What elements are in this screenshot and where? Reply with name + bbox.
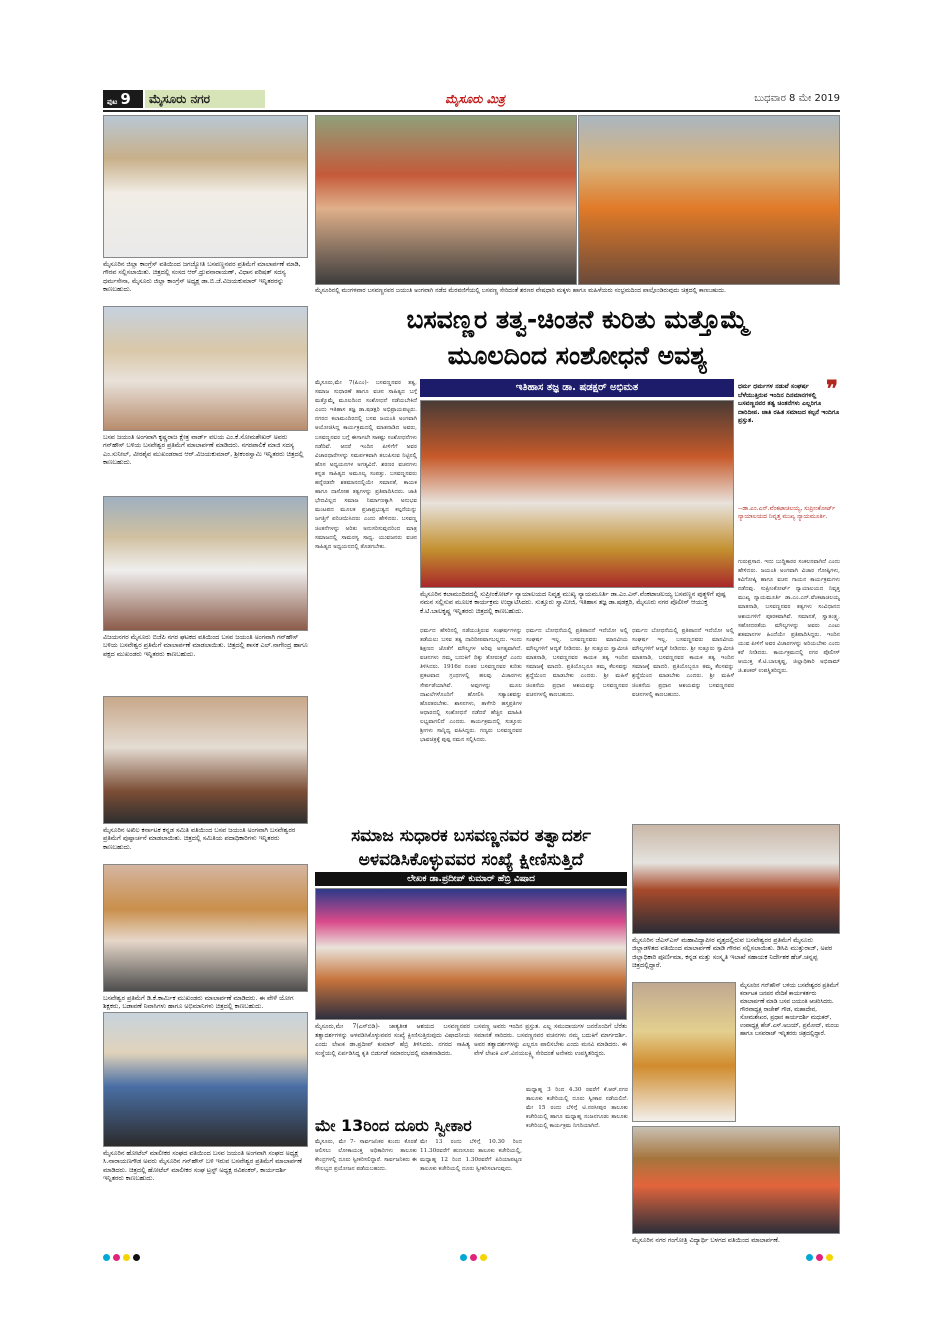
photo-gangotri-students [632, 1126, 840, 1234]
left-caption-3: ವಿಜಯನಗರ ಮೈಸೂರು ಬಿಜೆಪಿ ನಗರ ಘಟಕದ ವತಿಯಿಂದ ಬಸವ ಜಯಂತಿ ಅಂಗವಾಗಿ ಗನ್‌ಹೌಸ್ ಬಳಿಯ ಬಸವೇಶ್ವರ ಪ್ರತಿಮೆಗೆ ಮಾಲಾರ್ಪಣೆ ಮಾಡಲಾಯಿತು. ಚಿತ್ರದಲ್ಲಿ ಶಾಸಕ ಎಲ್.ನಾಗೇಂದ್ರ ಹಾಗೂ ಪಕ್ಷದ ಮುಖಂಡರು ಇನ್ನಿತರರು ಕಾಣಬಹುದು. [103, 633, 308, 658]
registration-dot-yellow-2 [480, 1254, 487, 1261]
registration-dot-cyan-2 [460, 1254, 467, 1261]
story1-column-left: ಮೈಸೂರು,ಮೇ 7(ಪಿಎಂ)- ಬಸವಣ್ಣನವರ ತತ್ವ, ಸಮಾಜ ಸುಧಾರಣೆ ಹಾಗೂ ವಚನ ಸಾಹಿತ್ಯದ ಬಗ್ಗೆ ಮತ್ತೊಮ್ಮೆ ಮೂಲದಿಂದ ಸಂಶೋಧನೆ ನಡೆಯಬೇಕಿದೆ ಎಂದು ಇತಿಹಾಸ ತಜ್ಞ ಡಾ.ಷಡಕ್ಷರಿ ಅಭಿಪ್ರಾಯಪಟ್ಟರು. ನಗರದ ಕಲಾಮಂದಿರದಲ್ಲಿ ಬಸವ ಜಯಂತಿ ಅಂಗವಾಗಿ ಆಯೋಜಿಸಿದ್ದ ಕಾರ್ಯಕ್ರಮದಲ್ಲಿ ಮಾತನಾಡಿದ ಅವರು, ಬಸವಣ್ಣನವರ ಬಗ್ಗೆ ಈಗಾಗಲೇ ಸಾಕಷ್ಟು ಸಂಶೋಧನೆಗಳು ನಡೆದಿವೆ. ಆದರೆ ಇಂದಿನ ಪೀಳಿಗೆಗೆ ಅವರ ವಿಚಾರಧಾರೆಗಳನ್ನು ಸಮರ್ಪಕವಾಗಿ ತಲುಪಿಸುವ ನಿಟ್ಟಿನಲ್ಲಿ ಹೊಸ ಅಧ್ಯಯನಗಳ ಅಗತ್ಯವಿದೆ. ಶರಣರ ವಚನಗಳು ಕನ್ನಡ ಸಾಹಿತ್ಯದ ಅಮೂಲ್ಯ ಸಂಪತ್ತು. ಬಸವಣ್ಣನವರು ಹನ್ನೆರಡನೇ ಶತಮಾನದಲ್ಲಿಯೇ ಸಮಾನತೆ, ಕಾಯಕ ಹಾಗೂ ದಾಸೋಹ ತತ್ವಗಳನ್ನು ಪ್ರತಿಪಾದಿಸಿದರು. ಜಾತಿ ಭೇದವಿಲ್ಲದ ಸಮಾಜ ನಿರ್ಮಾಣಕ್ಕಾಗಿ ಅನುಭವ ಮಂಟಪದ ಮೂಲಕ ಪ್ರಜಾಪ್ರಭುತ್ವದ ಕಲ್ಪನೆಯನ್ನು ಜಗತ್ತಿಗೆ ಪರಿಚಯಿಸಿದರು ಎಂದು ಹೇಳಿದರು. ಬಸವಣ್ಣ ಚಿಂತನೆಗಳನ್ನು ಅರಿತು ಅನುಸರಿಸುವುದರಿಂದ ಮಾತ್ರ ಸಮಾಜದಲ್ಲಿ ಸಾಮರಸ್ಯ ಸಾಧ್ಯ. ಯುವಜನರು ವಚನ ಸಾಹಿತ್ಯದ ಅಧ್ಯಯನದಲ್ಲಿ ತೊಡಗಬೇಕು. [315, 380, 417, 550]
section-title: ಮೈಸೂರು ನಗರ [145, 90, 265, 108]
right-caption-3: ಮೈಸೂರಿನ ನಗರ ಗಂಗೋತ್ರಿ ವಿದ್ಯಾರ್ಥಿ ಬಳಗದ ವತಿಯಿಂದ ಮಾಲಾರ್ಪಣೆ. [632, 1236, 780, 1244]
registration-dot-magenta-3 [816, 1254, 823, 1261]
photo-kalamandira-event [420, 400, 734, 588]
left-caption-2: ಬಸವ ಜಯಂತಿ ಅಂಗವಾಗಿ ಕೃಷ್ಣರಾಜ ಕ್ಷೇತ್ರ ವಾರ್ಡ್ ವಲಯ ಎಂ.ಕೆ.ಸೋಮಶೇಖರ್ ಅವರು ಗನ್‌ಹೌಸ್ ಬಳಿಯ ಬಸವೇಶ್ವರ ಪ್ರತಿಮೆಗೆ ಮಾಲಾರ್ಪಣೆ ಮಾಡಿದರು. ನಗರಪಾಲಿಕೆ ಮಾಜಿ ಸದಸ್ಯ ಎಂ.ಸುನೀಲ್, ವೀರಶೈವ ಮುಖಂಡರಾದ ಆರ್.ವಿಜಯಕುಮಾರ್, ಶ್ರೀಕಂಠಸ್ವಾಮಿ ಇನ್ನಿತರರು ಚಿತ್ರದಲ್ಲಿ ಕಾಣಬಹುದು. [103, 433, 304, 467]
issue-date: ಬುಧವಾರ 8 ಮೇ 2019 [754, 93, 840, 104]
story3-headline: ಮೇ 13ರಿಂದ ದೂರು ಸ್ವೀಕಾರ [315, 1116, 472, 1135]
story2-headline-line2: ಅಳವಡಿಸಿಕೊಳ್ಳುವವರ ಸಂಖ್ಯೆ ಕ್ಷೀಣಿಸುತ್ತಿದೆ [358, 850, 584, 870]
story1-column-mid: ಧರ್ಮದ ಹೆಸರಿನಲ್ಲಿ ನಡೆಯುತ್ತಿರುವ ಸಂಘರ್ಷಗಳನ್ನು ತಡೆಯಲು ಬಸವ ತತ್ವ ದಾರಿದೀಪವಾಗಬಲ್ಲದು. ಇಂದು ಶಿಕ್ಷಣದ ಜೊತೆಗೆ ಮೌಲ್ಯಗಳ ಅರಿವು ಅಗತ್ಯವಾಗಿದೆ. ವಚನಗಳು ನಮ್ಮ ಬದುಕಿಗೆ ದಿಕ್ಕು ತೋರುತ್ತವೆ ಎಂದು ತಿಳಿಸಿದರು. 1916ರ ನಂತರ ಬಸವಣ್ಣನವರ ಕುರಿತು ಪ್ರಕಟವಾದ ಗ್ರಂಥಗಳಲ್ಲಿ ಹಲವು ವಿಚಾರಗಳು ಸೇರ್ಪಡೆಯಾಗಿವೆ. ಅವುಗಳನ್ನು ಮೂಲ ದಾಖಲೆಗಳೊಂದಿಗೆ ಹೋಲಿಸಿ ಸತ್ಯಾಂಶವನ್ನು ಹೊರತರಬೇಕು. ಶಾಸನಗಳು, ತಾಳೆಗರಿ ಹಸ್ತಪ್ರತಿಗಳ ಆಧಾರದಲ್ಲಿ ಸಂಶೋಧನೆ ನಡೆದರೆ ಹೆಚ್ಚಿನ ಮಾಹಿತಿ ಲಭ್ಯವಾಗಲಿದೆ ಎಂದರು. ಕಾರ್ಯಕ್ರಮದಲ್ಲಿ ಸುತ್ತೂರು ಶ್ರೀಗಳು ಸಾನ್ನಿಧ್ಯ ವಹಿಸಿದ್ದರು. ಗಣ್ಯರು ಬಸವಣ್ಣನವರ ಭಾವಚಿತ್ರಕ್ಕೆ ಪುಷ್ಪ ನಮನ ಸಲ್ಲಿಸಿದರು. [420, 628, 522, 744]
story2-band: ಲೇಖಕ ಡಾ.ಪ್ರದೀಪ್ ಕುಮಾರ್ ಹೆಬ್ರಿ ವಿಷಾದ [315, 872, 627, 886]
story1-column-far: ಗುರುಪ್ರಸಾದ. ಇದು ಬುದ್ಧಿಕಾರರ ಸಂಕಲನವಾಗಿದೆ ಎಂದು ಹೇಳಿದರು. ಜಯಂತಿ ಅಂಗವಾಗಿ ವಿಚಾರ ಗೋಷ್ಠಿಗಳು, ಕವಿಗೋಷ್ಠಿ ಹಾಗೂ ವಚನ ಗಾಯನ ಕಾರ್ಯಕ್ರಮಗಳು ನಡೆದವು. ಸುಪ್ರೀಂಕೋರ್ಟ್ ನ್ಯಾಯಾಲಯದ ನಿವೃತ್ತ ಮುಖ್ಯ ನ್ಯಾಯಮೂರ್ತಿ ಡಾ.ಎಂ.ಎನ್.ವೆಂಕಟಾಚಲಯ್ಯ ಮಾತನಾಡಿ, ಬಸವಣ್ಣನವರ ತತ್ವಗಳು ಸಂವಿಧಾನದ ಆಶಯಗಳಿಗೆ ಪೂರಕವಾಗಿವೆ. ಸಮಾನತೆ, ಸ್ವಾತಂತ್ರ್ಯ, ಸಹೋದರತೆಯ ಮೌಲ್ಯಗಳನ್ನು ಅವರು ಎಂಟು ಶತಮಾನಗಳ ಹಿಂದೆಯೇ ಪ್ರತಿಪಾದಿಸಿದ್ದರು. ಇಂದಿನ ಯುವ ಪೀಳಿಗೆ ಅವರ ವಿಚಾರಗಳನ್ನು ಅರಿಯಬೇಕು ಎಂದು ಕರೆ ನೀಡಿದರು. ಕಾರ್ಯಕ್ರಮದಲ್ಲಿ ನಗರ ಪೊಲೀಸ್ ಆಯುಕ್ತ ಕೆ.ಟಿ.ಬಾಲಕೃಷ್ಣ, ಜಿಲ್ಲಾಧಿಕಾರಿ ಅಭಿರಾಮ್ ಜಿ.ಶಂಕರ್ ಉಪಸ್ಥಿತರಿದ್ದರು. [738, 559, 840, 675]
registration-dot-yellow [123, 1254, 130, 1261]
story1-column-right2: ಧರ್ಮದ ಬೋಧನೆಯಲ್ಲಿ ಪ್ರತಿಪಾದನೆ ಇದೆಯೋ ಅಲ್ಲಿ ಸಂಘರ್ಷ ಇಲ್ಲ. ಬಸವಣ್ಣನವರು ಮಾನವೀಯ ಮೌಲ್ಯಗಳಿಗೆ ಆದ್ಯತೆ ನೀಡಿದರು. ಶ್ರೀ ಸುತ್ತೂರು ಸ್ವಾಮೀಜಿ ಮಾತನಾಡಿ, ಬಸವಣ್ಣನವರ ಕಾಯಕ ತತ್ವ ಇಂದಿನ ಸಮಾಜಕ್ಕೆ ಮಾದರಿ. ಪ್ರತಿಯೊಬ್ಬರೂ ತಮ್ಮ ಕೆಲಸವನ್ನು ಶ್ರದ್ಧೆಯಿಂದ ಮಾಡಬೇಕು ಎಂದರು. ಶ್ರೀ ಮಹಿಳೆ ಚಿಂತನೆಯ ಪ್ರಧಾನ ಆಶಯವನ್ನು ಬಸವಣ್ಣನವರ ವಚನಗಳಲ್ಲಿ ಕಾಣಬಹುದು. [632, 628, 734, 698]
story2-headline-line1: ಸಮಾಜ ಸುಧಾರಕ ಬಸವಣ್ಣನವರ ತತ್ವಾದರ್ಶ [351, 826, 591, 846]
photo-book-release [315, 888, 627, 1020]
story1-headline-line1: ಬಸವಣ್ಣರ ತತ್ವ-ಚಿಂತನೆ ಕುರಿತು ಮತ್ತೊಮ್ಮೆ [406, 305, 749, 334]
left-caption-1: ಮೈಸೂರಿನ ಜಿಲ್ಲಾ ಕಾಂಗ್ರೆಸ್ ವತಿಯಿಂದ ಜಗಜ್ಯೋತಿ ಬಸವಣ್ಣನವರ ಪ್ರತಿಮೆಗೆ ಮಾಲಾರ್ಪಣೆ ಮಾಡಿ, ಗೌರವ ಸಲ್ಲಿಸಲಾಯಿತು. ಚಿತ್ರದಲ್ಲಿ ಸಂಸದ ಆರ್.ಧ್ರುವನಾರಾಯಣ್, ವಿಧಾನ ಪರಿಷತ್ ಸದಸ್ಯ ಧರ್ಮಸೇನಾ, ಮೈಸೂರು ಜಿಲ್ಲಾ ಕಾಂಗ್ರೆಸ್ ಅಧ್ಯಕ್ಷ ಡಾ.ಬಿ.ಜೆ.ವಿಜಯಕುಮಾರ್ ಇನ್ನಿತರರನ್ನು ಕಾಣಬಹುದು. [103, 260, 301, 294]
photo-kr-constituency [103, 306, 308, 431]
right-caption-1: ಮೈಸೂರಿನ ಜೆಎಸ್‌ಎಸ್ ಮಹಾವಿದ್ಯಾಪೀಠ ವೃತ್ತದಲ್ಲಿರುವ ಬಸವೇಶ್ವರರ ಪ್ರತಿಮೆಗೆ ಮೈಸೂರು ಜಿಲ್ಲಾಡಳಿತದ ವತಿಯಿಂದ ಮಾಲಾರ್ಪಣೆ ಮಾಡಿ ಗೌರವ ಸಲ್ಲಿಸಲಾಯಿತು. ಡಿಸಿಪಿ ಮುತ್ತುರಾಜ್, ಅಪರ ಜಿಲ್ಲಾಧಿಕಾರಿ ಪೂರ್ಣಿಮಾ, ಕನ್ನಡ ಮತ್ತು ಸಂಸ್ಕೃತಿ ಇಲಾಖೆ ಸಹಾಯಕ ನಿರ್ದೇಶಕ ಹೆಚ್.ಚನ್ನಪ್ಪ ಚಿತ್ರದಲ್ಲಿದ್ದಾರೆ. [632, 936, 833, 970]
quote-box [738, 376, 840, 554]
right-caption-2: ಮೈಸೂರಿನ ಗನ್‌ಹೌಸ್ ಬಳಿಯ ಬಸವೇಶ್ವರರ ಪ್ರತಿಮೆಗೆ ಕರ್ನಾಟಕ ಜನಪರ ವೇದಿಕೆ ಕಾರ್ಯಕರ್ತರು ಮಾಲಾರ್ಪಣೆ ಮಾಡಿ ಬಸವ ಜಯಂತಿ ಆಚರಿಸಿದರು. ಗೌರವಾಧ್ಯಕ್ಷ ರಾಜೇಶ್ ಗೌಡ, ಮಹಾದೇವ, ಸೋಮಶೇಖರ, ಪ್ರಧಾನ ಕಾರ್ಯದರ್ಶಿ ಮಧುಕರ್, ಉಪಾಧ್ಯಕ್ಷ ಹೆಚ್.ಎಸ್.ಅಜಯ್, ಪ್ರಮೋದ್, ಮಂಜು ಹಾಗೂ ಬಸವರಾಜ್ ಇನ್ನಿತರರು ಚಿತ್ರದಲ್ಲಿದ್ದಾರೆ. [740, 983, 840, 1037]
registration-dot-magenta [113, 1254, 120, 1261]
left-caption-6: ಮೈಸೂರಿನ ಹೋಟೆಲ್ ಮಾಲೀಕರ ಸಂಘದ ವತಿಯಿಂದ ಬಸವ ಜಯಂತಿ ಅಂಗವಾಗಿ ಸಂಘದ ಅಧ್ಯಕ್ಷ ಸಿ.ನಾರಾಯಣಗೌಡ ಅವರು ಮೈಸೂರಿನ ಗನ್‌ಹೌಸ್ ಬಳಿ ಇರುವ ಬಸವೇಶ್ವರ ಪ್ರತಿಮೆಗೆ ಮಾಲಾರ್ಪಣೆ ಮಾಡಿದರು. ಚಿತ್ರದಲ್ಲಿ ಹೋಟೆಲ್ ಮಾಲೀಕರ ಸಂಘ ಟ್ರಸ್ಟ್ ಅಧ್ಯಕ್ಷ ರವಿಶಂಕರ್, ಕಾರ್ಯದರ್ಶಿ ಇನ್ನಿತರರು ಕಾಣಬಹುದು. [103, 1149, 302, 1183]
header-rule [103, 110, 840, 112]
story1-photo-caption: ಮೈಸೂರಿನ ಕಲಾಮಂದಿರದಲ್ಲಿ ಸುಪ್ರೀಂಕೋರ್ಟ್ ನ್ಯಾಯಾಲಯದ ನಿವೃತ್ತ ಮುಖ್ಯ ನ್ಯಾಯಮೂರ್ತಿ ಡಾ.ಎಂ.ಎನ್.ವೆಂಕಟಾಚಲಯ್ಯ ಬಸವಣ್ಣನ ಪುತ್ಥಳಿಗೆ ಪುಷ್ಪ ನಮನ ಸಲ್ಲಿಸುವ ಮೂಲಕ ಕಾರ್ಯಕ್ರಮ ಉದ್ಘಾಟಿಸಿದರು. ಸುತ್ತೂರು ಸ್ವಾಮೀಜಿ, ಇತಿಹಾಸ ತಜ್ಞ ಡಾ.ಷಡಕ್ಷರಿ, ಮೈಸೂರು ನಗರ ಪೊಲೀಸ್ ಆಯುಕ್ತ ಕೆ.ಟಿ.ಬಾಲಕೃಷ್ಣ ಇನ್ನಿತರರು ಚಿತ್ರದಲ್ಲಿ ಕಾಣಬಹುದು. [420, 590, 726, 615]
story3-body-2: ಮೇ 13 ರಂದು ಬೆಳಿಗ್ಗೆ 10.30 ರಿಂದ 11.30ರವರೆಗೆ ಹುಣಸೂರು ತಾಲೂಕು ಕಚೇರಿಯಲ್ಲಿ, ಮಧ್ಯಾಹ್ನ 12 ರಿಂದ 1.30ರವರೆಗೆ ಪಿರಿಯಾಪಟ್ಟಣ ತಾಲೂಕು ಕಚೇರಿಯಲ್ಲಿ ದೂರು ಸ್ವೀಕರಿಸಲಾಗುವುದು. [420, 1139, 522, 1173]
story1-band: ಇತಿಹಾಸ ತಜ್ಞ ಡಾ. ಷಡಕ್ಷರ್ ಅಭಿಮತ [420, 379, 734, 397]
quote-mark-icon: ❞ [826, 376, 838, 402]
left-caption-5: ಬಸವೇಶ್ವರ ಪ್ರತಿಮೆಗೆ ಡಿ.ಕೆ.ಕಾರ್ಮಿಕ ಮುಖಂಡರು ಮಾಲಾರ್ಪಣೆ ಮಾಡಿದರು. ಈ ವೇಳೆ ಯೋಗ ಶಿಕ್ಷಕರು, ಬಡಾವಣೆ ನಿವಾಸಿಗಳು ಹಾಗೂ ಅಭಿಮಾನಿಗಳು ಚಿತ್ರದಲ್ಲಿ ಕಾಣಬಹುದು. [103, 994, 294, 1011]
registration-dot-yellow-3 [826, 1254, 833, 1261]
photo-janapara-vedike [632, 982, 736, 1122]
registration-dot-cyan-3 [806, 1254, 813, 1261]
page-number: 9 [120, 90, 131, 108]
photo-kannada-samithi [103, 696, 308, 824]
story2-body-right: ಬಸವಣ್ಣ ಅವರು ಇಂದಿನ ಪ್ರಸ್ತುತ. ಎಲ್ಲ ಸಮುದಾಯಗಳ ಜನರೊಂದಿಗೆ ಬೆರೆತು ಸಮಾನತೆ ಸಾರಿದರು. ಬಸವಣ್ಣನವರ ವಚನಗಳು ನಮ್ಮ ಬದುಕಿಗೆ ಮಾರ್ಗದರ್ಶಿ. ಅವರ ತತ್ವಾದರ್ಶಗಳನ್ನು ಎಲ್ಲರೂ ಪಾಲಿಸಬೇಕು ಎಂದು ಮನವಿ ಮಾಡಿದರು. ಈ ವೇಳೆ ಲೇಖಕಿ ಎಸ್.ವಿನಯಲಕ್ಷ್ಮಿ ಸೇರಿದಂತೆ ಅನೇಕರು ಉಪಸ್ಥಿತರಿದ್ದರು. [474, 1023, 627, 1058]
page-number-box [103, 90, 143, 108]
story3-body-3: ಮಧ್ಯಾಹ್ನ 3 ರಿಂದ 4.30 ರವರೆಗೆ ಕೆ.ಆರ್.ನಗರ ತಾಲೂಕು ಕಚೇರಿಯಲ್ಲಿ ದೂರು ಸ್ವೀಕಾರ ನಡೆಯಲಿದೆ. ಮೇ 15 ರಂದು ಬೆಳಿಗ್ಗೆ ಟಿ.ನರಸೀಪುರ ತಾಲೂಕು ಕಚೇರಿಯಲ್ಲಿ ಹಾಗೂ ಮಧ್ಯಾಹ್ನ ನಂಜನಗೂಡು ತಾಲೂಕು ಕಚೇರಿಯಲ್ಲಿ ಕಾರ್ಯಕ್ರಮ ನಿಗದಿಯಾಗಿದೆ. [526, 1087, 628, 1130]
photo-congress-tribute [103, 115, 308, 258]
registration-dot-magenta-2 [470, 1254, 477, 1261]
photo-procession-left [315, 115, 577, 285]
photo-procession-right [578, 115, 840, 285]
photo-jss-circle-tribute [632, 824, 840, 934]
story3-body-1: ಮೈಸೂರು, ಮೇ 7- ಸಾರ್ವಜನಿಕರ ಕುಂದು ಕೊರತೆ ಆಲಿಸಲು ಲೋಕಾಯುಕ್ತ ಅಧಿಕಾರಿಗಳು ತಾಲೂಕು ಕೇಂದ್ರಗಳಲ್ಲಿ ದೂರು ಸ್ವೀಕರಿಸಲಿದ್ದಾರೆ. ಸಾರ್ವಜನಿಕರು ಈ ಸೌಲಭ್ಯದ ಪ್ರಯೋಜನ ಪಡೆಯಬಹುದು. [315, 1139, 417, 1173]
procession-caption: ಮೈಸೂರಿನಲ್ಲಿ ಮಂಗಳವಾರ ಬಸವಣ್ಣನವರ ಜಯಂತಿ ಅಂಗವಾಗಿ ನಡೆದ ಮೆರವಣಿಗೆಯಲ್ಲಿ ಬಸವಣ್ಣ ಸೇರಿದಂತೆ ಶರಣರ ವೇಷಧಾರಿ ಮಕ್ಕಳು ಹಾಗೂ ಮಹಿಳೆಯರು ಸಂಭ್ರಮದಿಂದ ಪಾಲ್ಗೊಂಡಿರುವುದು ಚಿತ್ರದಲ್ಲಿ ಕಾಣಬಹುದು. [315, 287, 726, 294]
story2-body-left: ಮೈಸೂರು,ಮೇ 7(ಎಸ್‌ಬಿಡಿ)- ಜಾತ್ಯತೀತ ಆಶಯದ ಬಸವಣ್ಣನವರ ತತ್ವಾದರ್ಶಗಳನ್ನು ಅಳವಡಿಸಿಕೊಳ್ಳುವವರ ಸಂಖ್ಯೆ ಕ್ಷೀಣಿಸುತ್ತಿರುವುದು ವಿಷಾದನೀಯ ಎಂದು ಲೇಖಕ ಡಾ.ಪ್ರದೀಪ್ ಕುಮಾರ್ ಹೆಬ್ರಿ ತಿಳಿಸಿದರು. ನಗರದ ಸಾಹಿತ್ಯ ಸಂಸ್ಥೆಯಲ್ಲಿ ಏರ್ಪಡಿಸಿದ್ದ ಕೃತಿ ಬಿಡುಗಡೆ ಸಮಾರಂಭದಲ್ಲಿ ಮಾತನಾಡಿದರು. [315, 1023, 470, 1058]
story1-headline-line2: ಮೂಲದಿಂದ ಸಂಶೋಧನೆ ಅವಶ್ಯ [447, 341, 708, 370]
page-label: ಪುಟ [107, 98, 118, 106]
photo-workers-tribute [103, 864, 308, 992]
registration-dot-black [133, 1254, 140, 1261]
quote-text: ಧರ್ಮ ಧರ್ಮಗಳ ನಡುವೆ ಸಂಘರ್ಷ ಬೆಳೆಯುತ್ತಿರುವ ಇಂದಿನ ದಿನಮಾನಗಳಲ್ಲಿ ಬಸವಣ್ಣನವರ ತತ್ವ ಚಿಂತನೆಗಳು ಎಲ್ಲರಿಗೂ ದಾರಿದೀಪ. ಜಾತಿ ರಹಿತ ಸಮಾಜದ ಕಲ್ಪನೆ ಇಂದಿಗೂ ಪ್ರಸ್ತುತ. [738, 383, 840, 425]
masthead: ಮೈಸೂರು ಮಿತ್ರ [445, 92, 505, 106]
left-caption-4: ಮೈಸೂರಿನ ಅಖಿಲ ಕರ್ನಾಟಕ ಕನ್ನಡ ಸಮಿತಿ ವತಿಯಿಂದ ಬಸವ ಜಯಂತಿ ಅಂಗವಾಗಿ ಬಸವೇಶ್ವರರ ಪ್ರತಿಮೆಗೆ ಪುಷ್ಪಾರ್ಚನೆ ಮಾಡಲಾಯಿತು. ಚಿತ್ರದಲ್ಲಿ ಸಮಿತಿಯ ಪದಾಧಿಕಾರಿಗಳು ಇನ್ನಿತರರು ಕಾಣಬಹುದು. [103, 826, 296, 851]
photo-hotel-owners [103, 1012, 308, 1147]
story1-column-right: ಧರ್ಮದ ಬೋಧನೆಯಲ್ಲಿ ಪ್ರತಿಪಾದನೆ ಇದೆಯೋ ಅಲ್ಲಿ ಸಂಘರ್ಷ ಇಲ್ಲ. ಬಸವಣ್ಣನವರು ಮಾನವೀಯ ಮೌಲ್ಯಗಳಿಗೆ ಆದ್ಯತೆ ನೀಡಿದರು. ಶ್ರೀ ಸುತ್ತೂರು ಸ್ವಾಮೀಜಿ ಮಾತನಾಡಿ, ಬಸವಣ್ಣನವರ ಕಾಯಕ ತತ್ವ ಇಂದಿನ ಸಮಾಜಕ್ಕೆ ಮಾದರಿ. ಪ್ರತಿಯೊಬ್ಬರೂ ತಮ್ಮ ಕೆಲಸವನ್ನು ಶ್ರದ್ಧೆಯಿಂದ ಮಾಡಬೇಕು ಎಂದರು. ಶ್ರೀ ಮಹಿಳೆ ಚಿಂತನೆಯ ಪ್ರಧಾನ ಆಶಯವನ್ನು ಬಸವಣ್ಣನವರ ವಚನಗಳಲ್ಲಿ ಕಾಣಬಹುದು. [526, 628, 628, 698]
registration-dot-cyan [103, 1254, 110, 1261]
photo-bjp-vijayanagar [103, 496, 308, 631]
quote-attribution: --ಡಾ.ಎಂ.ಎನ್.ವೆಂಕಟಾಚಲಯ್ಯ, ಸುಪ್ರೀಂಕೋರ್ಟ್ ನ್ಯಾಯಾಲಯದ ನಿವೃತ್ತ ಮುಖ್ಯ ನ್ಯಾಯಮೂರ್ತಿ. [738, 505, 836, 520]
